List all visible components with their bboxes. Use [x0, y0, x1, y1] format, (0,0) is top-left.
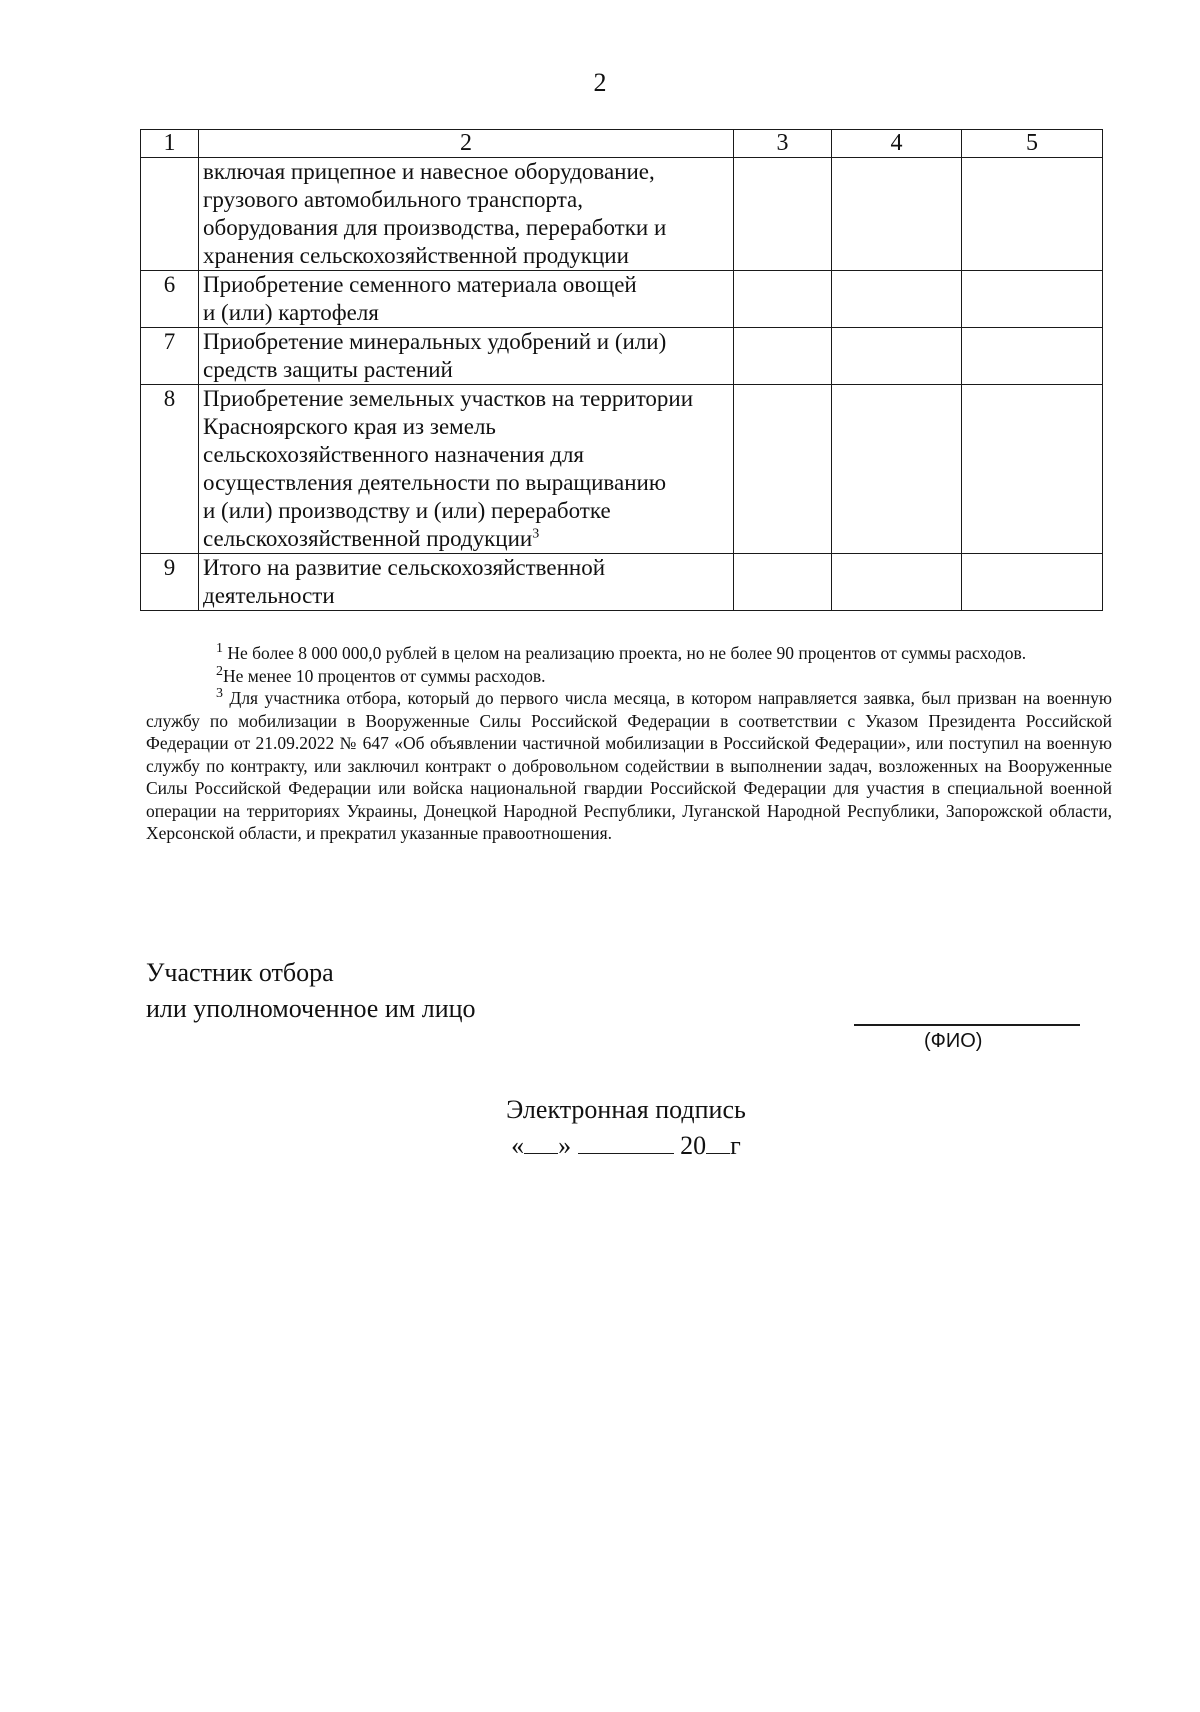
year-blank	[706, 1129, 730, 1154]
table-row	[141, 271, 1103, 328]
signature-label-2: или уполномоченное им лицо	[146, 994, 476, 1023]
signature-line	[854, 1024, 1080, 1026]
row-description	[199, 385, 734, 554]
header-cell-5: 5	[962, 130, 1103, 158]
year-suffix: г	[730, 1131, 741, 1160]
esign-title: Электронная подпись	[506, 1095, 746, 1124]
header-cell-3: 3	[734, 130, 832, 158]
footnote-1	[146, 642, 1112, 665]
table-row	[141, 328, 1103, 385]
amount-cell-c5	[962, 158, 1103, 271]
signature-label-1: Участник отбора	[146, 958, 334, 987]
open-quote: «	[511, 1131, 525, 1160]
footnote-3	[146, 687, 1112, 845]
amount-cell-c4	[832, 271, 962, 328]
row-description	[199, 158, 734, 271]
description-line: хранения сельскохозяйственной продукции	[203, 243, 629, 268]
amount-cell-c4	[832, 158, 962, 271]
close-quote: »	[558, 1131, 572, 1160]
description-line: Приобретение земельных участков на территории	[203, 386, 694, 411]
amount-cell-c3	[734, 158, 832, 271]
description-line: осуществления деятельности по выращиванию	[203, 470, 666, 495]
footnote-mark: 3	[216, 686, 223, 702]
year-prefix: 20	[680, 1131, 707, 1160]
footnotes	[146, 642, 1112, 845]
amount-cell-c4	[832, 554, 962, 611]
amount-cell-c3	[734, 328, 832, 385]
table-row	[141, 554, 1103, 611]
description-line: Итого на развитие сельскохозяйственной	[203, 555, 606, 580]
row-number: 6	[141, 271, 199, 328]
page-number: 2	[593, 68, 607, 97]
footnote-mark: 2	[216, 663, 223, 679]
budget-table	[140, 129, 1103, 611]
footnote-2	[146, 665, 1112, 688]
amount-cell-c3	[734, 554, 832, 611]
amount-cell-c4	[832, 328, 962, 385]
description-line: средств защиты растений	[203, 357, 453, 382]
amount-cell-c4	[832, 385, 962, 554]
amount-cell-c3	[734, 271, 832, 328]
description-line: Красноярского края из земель	[203, 414, 496, 439]
description-line: Приобретение минеральных удобрений и (или)	[203, 329, 667, 354]
footnote-text: Для участника отбора, который до первого числа месяца, в котором направляется заявка, был призван на военную службу по мобилизации в Вооруженные Силы Российской Федерации в соответствии с Указом Президента Российской Федерации от 21.09.2022 № 647 «Об объявлении частичной мобилизации в Российской Федерации», или поступил на военную службу по контракту, или заключил контракт о добровольном содействии в выполнении задач, возложенных на Вооруженные Силы Российской Федерации или войска национальной гвардии Российской Федерации для участия в специальной военной операции на территориях Украины, Донецкой Народной Республики, Луганской Народной Республики, Запорожской области, Херсонской области, и прекратил указанные правоотношения.	[146, 688, 1113, 843]
description-line: оборудования для производства, переработки и	[203, 215, 667, 240]
amount-cell-c5	[962, 554, 1103, 611]
description-line: и (или) картофеля	[203, 300, 379, 325]
month-blank	[578, 1129, 674, 1154]
amount-cell-c5	[962, 385, 1103, 554]
row-number: 9	[141, 554, 199, 611]
footnote-text: Не более 8 000 000,0 рублей в целом на реализацию проекта, но не более 90 процентов от суммы расходов.	[227, 643, 1027, 663]
header-cell-1: 1	[141, 130, 199, 158]
electronic-signature	[0, 1092, 1200, 1164]
header-cell-2: 2	[199, 130, 734, 158]
fio-caption: (ФИО)	[924, 1030, 983, 1052]
description-line: сельскохозяйственного назначения для	[203, 442, 585, 467]
footnote-ref: 3	[532, 526, 540, 542]
description-line: грузового автомобильного транспорта,	[203, 187, 584, 212]
table-row	[141, 385, 1103, 554]
footnote-text: Не менее 10 процентов от суммы расходов.	[223, 665, 546, 686]
footnote-mark: 1	[216, 641, 223, 657]
row-description	[199, 271, 734, 328]
table-header-row	[141, 130, 1103, 158]
description-line: включая прицепное и навесное оборудование,	[203, 159, 655, 184]
description-line: деятельности	[203, 583, 335, 608]
day-blank	[524, 1129, 558, 1154]
row-description	[199, 328, 734, 385]
row-number: 8	[141, 385, 199, 554]
amount-cell-c3	[734, 385, 832, 554]
header-cell-4: 4	[832, 130, 962, 158]
row-description	[199, 554, 734, 611]
description-line: и (или) производству и (или) переработке	[203, 498, 611, 523]
row-number	[141, 158, 199, 271]
description-line: Приобретение семенного материала овощей	[203, 272, 637, 297]
amount-cell-c5	[962, 328, 1103, 385]
signature-block	[146, 955, 476, 1027]
description-line: сельскохозяйственной продукции$^3$	[203, 526, 540, 551]
table-row	[141, 158, 1103, 271]
amount-cell-c5	[962, 271, 1103, 328]
row-number: 7	[141, 328, 199, 385]
date-line	[0, 1128, 1200, 1164]
